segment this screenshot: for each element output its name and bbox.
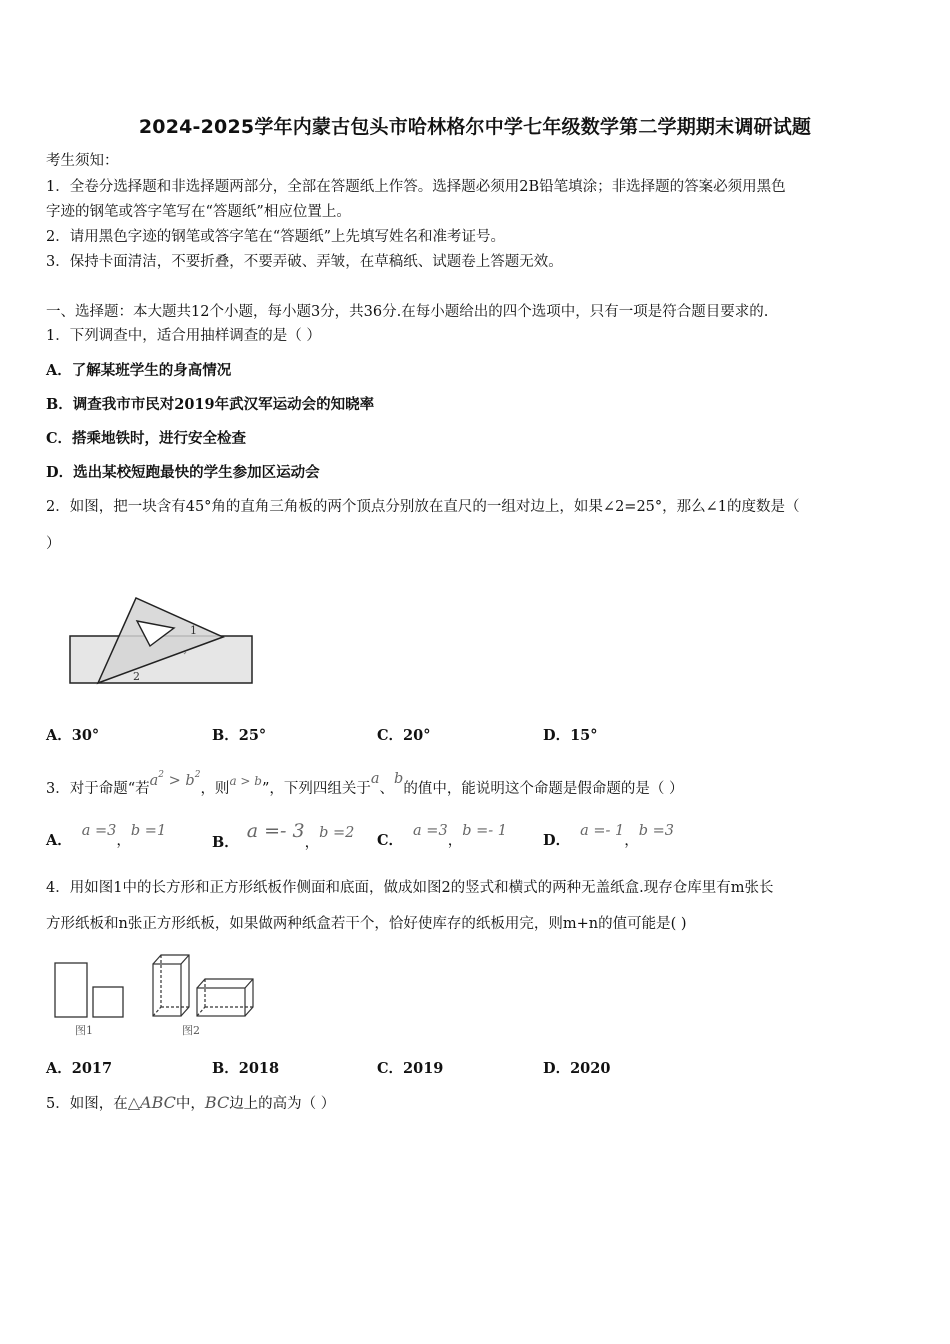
question-4-stem: 4．用如图1中的长方形和正方形纸板作侧面和底面，做成如图2的竖式和横式的两种无盖纸盒.现存仓库里有m张长 (46, 880, 774, 896)
notice-item: 2．请用黑色字迹的钢笔或答字笔在“答题纸”上先填写姓名和准考证号。 (46, 229, 506, 245)
question-5-stem: 5．如图，在△ABC中，BC边上的高为（ ） (46, 1093, 336, 1112)
figure-2-label: 图2 (182, 1024, 200, 1037)
page-title: 2024-2025学年内蒙古包头市哈林格尔中学七年级数学第二学期期末调研试题 (138, 116, 812, 138)
q1-option-a: A．了解某班学生的身高情况 (46, 362, 232, 379)
notice-item: 3．保持卡面清洁，不要折叠，不要弄破、弄皱，在草稿纸、试题卷上答题无效。 (46, 254, 563, 270)
q3-option-c: C．a =3，b =- 1 (377, 823, 507, 849)
question-2-stem-end: ） (46, 536, 61, 552)
q1-option-b: B．调查我市市民对2019年武汉军运动会的知晓率 (46, 396, 375, 413)
q1-option-c: C．搭乘地铁时，进行安全检查 (46, 430, 247, 447)
rectangle-board-shape (55, 963, 87, 1017)
q4-option-c: C．2019 (377, 1060, 444, 1077)
q3-stem-pre: 3．对于命题“若 (46, 781, 150, 797)
question-3-stem: 3．对于命题“若$a^2 > b^2$，则$^{a > b}$”，下列四组关于a、b的值中，能说明这个命题是假命题的是（ ） (46, 770, 684, 797)
ruler-triangle-figure (66, 592, 256, 688)
vertical-box-shape (153, 955, 189, 1016)
square-board-shape (93, 987, 123, 1017)
question-4-stem-cont: 方形纸板和n张正方形纸板，如果做两种纸盒若干个，恰好使库存的纸板用完，则m+n的值可能是( ) (46, 916, 687, 932)
q4-option-b: B．2018 (212, 1060, 280, 1077)
q5-side: BC (204, 1093, 230, 1112)
question-1-stem: 1．下列调查中，适合用抽样调查的是（ ） (46, 328, 321, 344)
q2-option-b: B．25° (212, 727, 267, 744)
q3-option-b: B．a =- 3，b =2 (212, 820, 355, 851)
angle-2-label: 2 (133, 670, 140, 683)
q3-stem-post: 的值中，能说明这个命题是假命题的是（ ） (403, 781, 684, 797)
q3-condition-1: $a^2 > b^2$ (149, 770, 201, 789)
notice-heading: 考生须知： (46, 153, 119, 169)
section-heading: 一、选择题：本大题共12个小题，每小题3分，共36分.在每小题给出的四个选项中，只有一项是符合题目要求的. (46, 304, 769, 320)
q5-triangle: △ABC (127, 1093, 176, 1112)
q4-option-d: D．2020 (543, 1060, 611, 1077)
q3-stem-mid: ，则 (200, 781, 230, 797)
q2-option-c: C．20° (377, 727, 431, 744)
notice-item: 1．全卷分选择题和非选择题两部分，全部在答题纸上作答。选择题必须用2B铅笔填涂；非选择题的答案必须用黑色 (46, 179, 786, 195)
q3-option-d: D．a =- 1，b =3 (543, 823, 674, 849)
paper-box-figure (50, 950, 262, 1042)
q2-option-a: A．30° (46, 727, 100, 744)
question-2-stem: 2．如图，把一块含有45°角的直角三角板的两个顶点分别放在直尺的一组对边上，如果∠2=25°，那么∠1的度数是（ (46, 499, 800, 515)
q3-condition-2: a > b (229, 774, 262, 788)
q3-var-b: b (394, 771, 404, 787)
q3-var-a: a (370, 771, 380, 787)
q4-option-a: A．2017 (46, 1060, 113, 1077)
figure-1-label: 图1 (75, 1024, 93, 1037)
q3-stem-mid2: ”，下列四组关于 (261, 781, 371, 797)
q2-option-d: D．15° (543, 727, 598, 744)
q3-option-a: A．a =3，b =1 (46, 823, 167, 849)
notice-item: 字迹的钢笔或答字笔写在“答题纸”相应位置上。 (46, 204, 351, 220)
q1-option-d: D．选出某校短跑最快的学生参加区运动会 (46, 464, 320, 481)
horizontal-box-shape (197, 979, 253, 1016)
angle-1-label: 1 (190, 624, 197, 637)
